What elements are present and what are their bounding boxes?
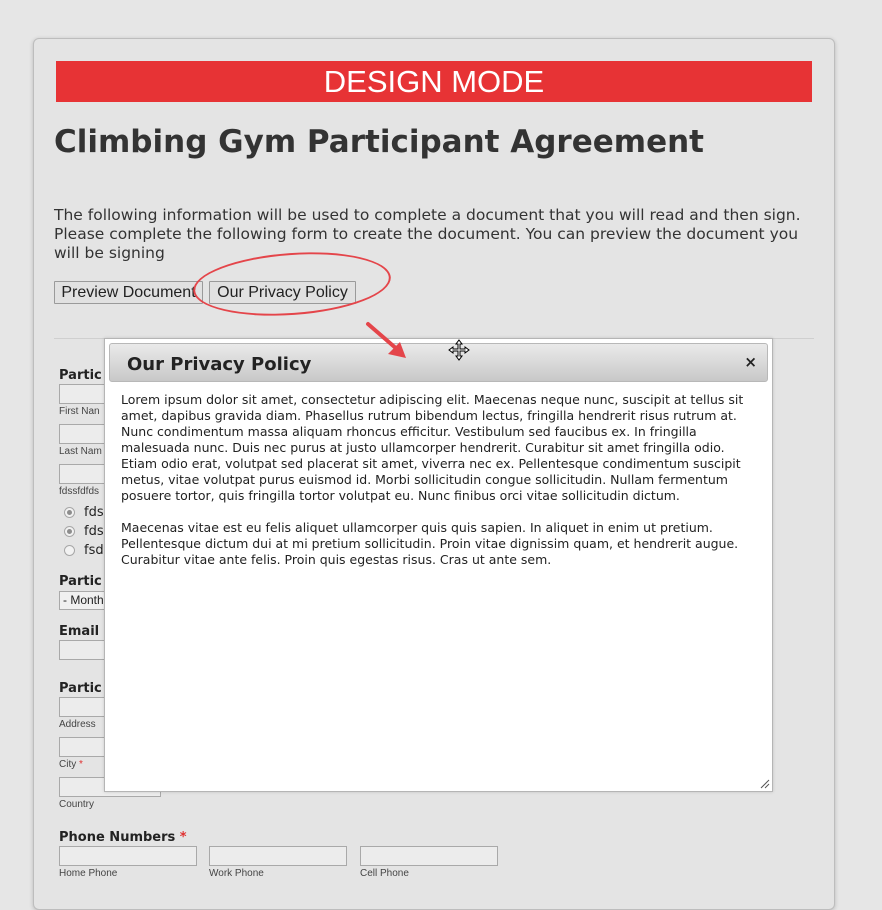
policy-paragraph-2: Maecenas vitae est eu felis aliquet ullamcorper quis quis sapien. In aliquet in enim ut pretium. Pellentesque dictum dui at mi pretium sollicitudin. Proin vitae dignissim quam, et hendrerit augue. Curabitur vitae ante felis. Proin quis egestas risus. Cras ut ante sem. xyxy=(121,520,739,567)
address-sublabel: Address xyxy=(59,719,96,730)
custom-field-sublabel: fdssfdfds xyxy=(59,486,100,497)
privacy-policy-button[interactable]: Our Privacy Policy xyxy=(209,281,356,304)
work-phone-sublabel: Work Phone xyxy=(209,868,264,879)
phone-numbers-label-text: Phone Numbers xyxy=(59,830,176,845)
radio-option-1-label: fds xyxy=(84,505,104,520)
work-phone-input[interactable] xyxy=(209,846,347,866)
radio-option-3-label: fsd xyxy=(84,543,104,558)
move-cursor-icon xyxy=(448,339,470,361)
cell-phone-input[interactable] xyxy=(360,846,498,866)
resize-grip-icon[interactable] xyxy=(760,779,770,789)
participant-name-label: Partic xyxy=(59,368,102,383)
home-phone-input[interactable] xyxy=(59,846,197,866)
participant-dob-label: Partic xyxy=(59,574,102,589)
city-sublabel xyxy=(59,759,83,770)
required-marker: * xyxy=(179,830,187,845)
required-marker: * xyxy=(79,759,83,770)
dialog-title: Our Privacy Policy xyxy=(127,354,312,375)
policy-paragraph-1: Lorem ipsum dolor sit amet, consectetur adipiscing elit. Maecenas neque nunc, suscipit at tellus sit amet, dapibus gravida diam. Phasellus rutrum bibendum lectus, fringilla hendrerit risus rutrum at. Nunc condimentum massa aliquam rhoncus efficitur. Vestibulum sed faucibus ex. In fringilla malesuada nunc. Duis nec purus at justo ullamcorper hendrerit. Curabitur sit amet fringilla odio. Etiam odio erat, volutpat sed placerat sit amet, viverra nec ex. Pellentesque condimentum suscipit metus, vitae volutpat purus euismod id. Morbi sollicitudin congue sollicitudin. Nullam fermentum posuere tortor, quis fringilla tortor volutpat eu. Nunc finibus orci vitae sollicitudin dictum. xyxy=(121,392,744,503)
radio-option-3[interactable] xyxy=(64,545,75,556)
home-phone-sublabel: Home Phone xyxy=(59,868,118,879)
radio-option-1[interactable] xyxy=(64,507,75,518)
design-mode-banner: DESIGN MODE xyxy=(56,61,812,102)
cell-phone-sublabel: Cell Phone xyxy=(360,868,409,879)
radio-option-2[interactable] xyxy=(64,526,75,537)
annotation-arrow-icon xyxy=(362,318,412,368)
privacy-policy-dialog xyxy=(104,338,773,792)
participant-address-label: Partic xyxy=(59,681,102,696)
radio-option-2-label: fds xyxy=(84,524,104,539)
dialog-header[interactable] xyxy=(109,343,768,382)
month-select[interactable]: - Month xyxy=(59,591,119,610)
email-label: Email xyxy=(59,624,100,639)
page-title: Climbing Gym Participant Agreement xyxy=(54,124,704,160)
dialog-body xyxy=(121,392,751,584)
close-icon[interactable]: × xyxy=(744,353,757,371)
phone-numbers-label xyxy=(59,830,187,845)
city-sublabel-text: City xyxy=(59,759,77,770)
preview-document-button[interactable]: Preview Document xyxy=(54,281,203,304)
first-name-sublabel: First Nan xyxy=(59,406,100,417)
last-name-sublabel: Last Nam xyxy=(59,446,102,457)
country-sublabel: Country xyxy=(59,799,95,810)
intro-text: The following information will be used to complete a document that you will read and then sign. Please complete the following form to create the document. You can preview the document you will be signing xyxy=(54,206,801,262)
